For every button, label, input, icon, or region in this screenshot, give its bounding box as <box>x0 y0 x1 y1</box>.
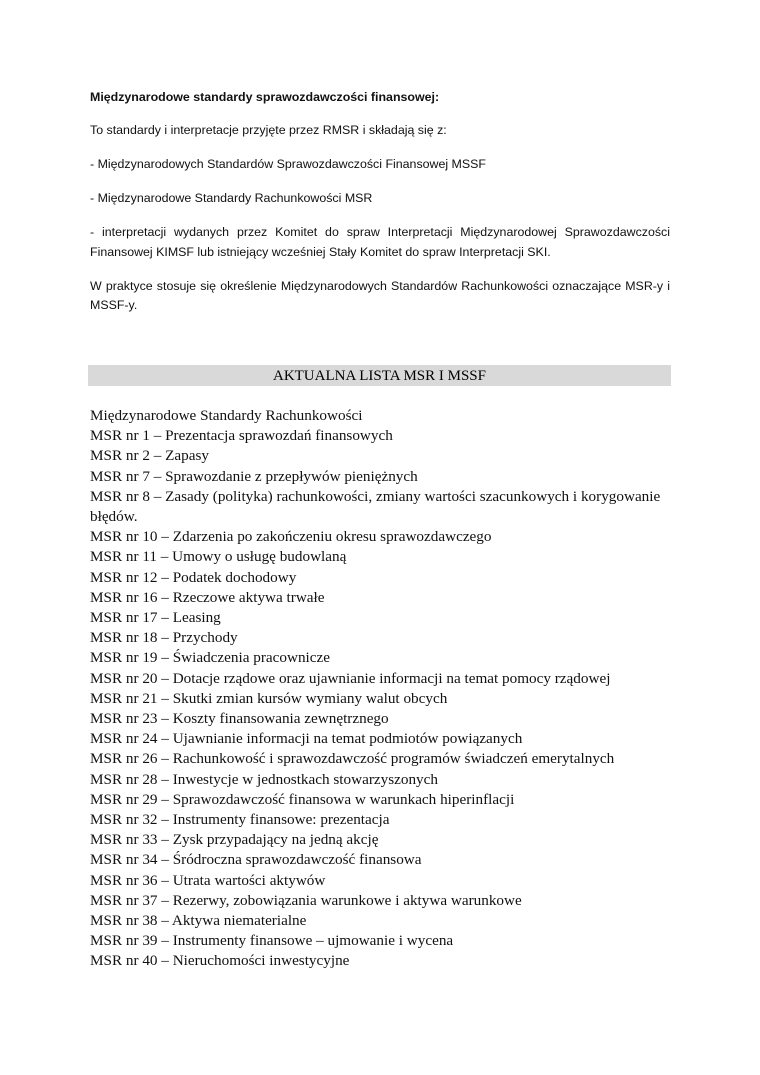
list-item: MSR nr 26 – Rachunkowość i sprawozdawczość programów świadczeń emerytalnych <box>90 750 615 768</box>
list-item: MSR nr 1 – Prezentacja sprawozdań finansowych <box>90 427 393 445</box>
section-title-bar: AKTUALNA LISTA MSR I MSSF <box>88 365 671 386</box>
standards-list-section <box>90 406 674 972</box>
list-item: MSR nr 33 – Zysk przypadający na jedną akcję <box>90 831 379 849</box>
list-item: MSR nr 17 – Leasing <box>90 609 221 627</box>
list-item: MSR nr 28 – Inwestycje w jednostkach stowarzyszonych <box>90 770 438 788</box>
list-item: MSR nr 18 – Przychody <box>90 629 238 647</box>
list-title: Międzynarodowe Standardy Rachunkowości <box>90 407 363 424</box>
list-item: MSR nr 39 – Instrumenty finansowe – ujmowanie i wycena <box>90 932 454 950</box>
list-item: MSR nr 23 – Koszty finansowania zewnętrznego <box>90 710 389 728</box>
list-item: MSR nr 8 – Zasady (polityka) rachunkowości, zmiany wartości szacunkowych i korygowanie błędów. <box>90 487 661 526</box>
standards-list <box>90 426 674 971</box>
intro-paragraph: - interpretacji wydanych przez Komitet do spraw Interpretacji Międzynarodowej Sprawozdawczości Finansowej KIMSF lub istniejący wcześniej Stały Komitet do spraw Interpretacji SKI. <box>90 225 670 259</box>
list-item: MSR nr 19 – Świadczenia pracownicze <box>90 649 330 667</box>
intro-heading: Międzynarodowe standardy sprawozdawczości finansowej: <box>90 90 440 104</box>
list-item: MSR nr 2 – Zapasy <box>90 447 209 465</box>
intro-paragraph: - Międzynarodowe Standardy Rachunkowości MSR <box>90 191 373 205</box>
list-item: MSR nr 21 – Skutki zmian kursów wymiany walut obcych <box>90 689 448 707</box>
list-item: MSR nr 37 – Rezerwy, zobowiązania warunkowe i aktywa warunkowe <box>90 891 522 909</box>
intro-paragraph: W praktyce stosuje się określenie Międzynarodowych Standardów Rachunkowości oznaczające MSR-y i MSSF-y. <box>90 278 670 312</box>
list-item: MSR nr 40 – Nieruchomości inwestycyjne <box>90 952 350 970</box>
list-item: MSR nr 7 – Sprawozdanie z przepływów pieniężnych <box>90 467 418 485</box>
intro-paragraph: - Międzynarodowych Standardów Sprawozdawczości Finansowej MSSF <box>90 157 486 171</box>
list-item: MSR nr 29 – Sprawozdawczość finansowa w warunkach hiperinflacji <box>90 790 515 808</box>
list-item: MSR nr 10 – Zdarzenia po zakończeniu okresu sprawozdawczego <box>90 528 492 546</box>
list-item: MSR nr 20 – Dotacje rządowe oraz ujawnianie informacji na temat pomocy rządowej <box>90 669 611 687</box>
list-item: MSR nr 32 – Instrumenty finansowe: prezentacja <box>90 811 390 829</box>
intro-section <box>90 88 670 330</box>
list-item: MSR nr 11 – Umowy o usługę budowlaną <box>90 548 347 566</box>
list-item: MSR nr 24 – Ujawnianie informacji na temat podmiotów powiązanych <box>90 730 523 748</box>
list-item: MSR nr 34 – Śródroczna sprawozdawczość finansowa <box>90 851 422 869</box>
intro-paragraph: To standardy i interpretacje przyjęte przez RMSR i składają się z: <box>90 123 447 137</box>
list-item: MSR nr 38 – Aktywa niematerialne <box>90 912 307 930</box>
list-item: MSR nr 12 – Podatek dochodowy <box>90 568 297 586</box>
list-item: MSR nr 16 – Rzeczowe aktywa trwałe <box>90 588 325 606</box>
list-item: MSR nr 36 – Utrata wartości aktywów <box>90 871 326 889</box>
